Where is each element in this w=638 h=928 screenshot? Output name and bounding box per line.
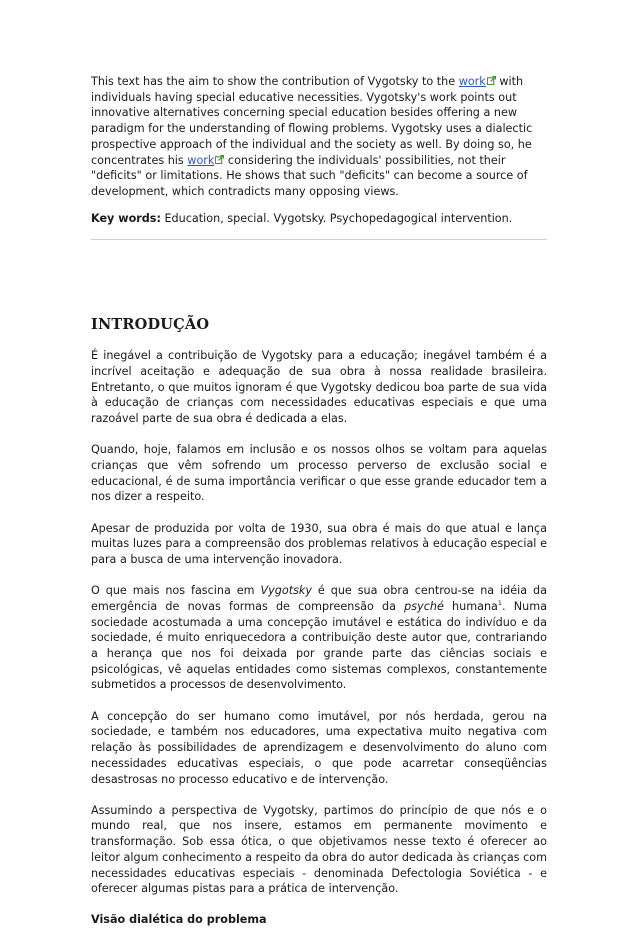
- abstract-text-1: This text has the aim to show the contribution of Vygotsky to the: [91, 75, 459, 88]
- p4-text-d: . Numa sociedade acostumada a uma concepção imutável e estática do indivíduo e da sociedade, é muito enriquecedora a contribuição deste autor que, contrariando a herança que nos foi deixada por grande parte das ciências sociais e psicológicas, vê aquelas entidades como sistemas complexos, constantemente submetidos a processos de desenvolvimento.: [91, 599, 547, 692]
- p4-emphasis-vygotsky: Vygotsky: [260, 584, 313, 598]
- p4-text-a: O que mais nos fascina em: [91, 584, 261, 598]
- keywords-text: Education, special. Vygotsky. Psychopedagogical intervention.: [160, 211, 513, 225]
- abstract-paragraph: [91, 74, 547, 200]
- intro-paragraph-3: Apesar de produzida por volta de 1930, sua obra é mais do que atual e lança muitas luzes para a compreensão dos problemas relativos à educação especial e para a busca de uma intervenção inovadora.: [91, 521, 547, 567]
- keywords-label: Key words:: [91, 211, 161, 225]
- abstract-text-3: considering the individuals' possibilities, not their "deficits" or limitations. He shows that such "deficits" can become a source of development, which contradicts many opposing views.: [91, 153, 528, 198]
- section-title: INTRODUÇÃO: [91, 316, 210, 334]
- keywords-line: [91, 211, 547, 227]
- p4-text-c: humana: [443, 599, 498, 613]
- footnote-ref[interactable]: 1: [497, 598, 503, 607]
- intro-paragraph-2: Quando, hoje, falamos em inclusão e os nossos olhos se voltam para aquelas crianças que vêm sofrendo um processo perverso de exclusão social e educacional, é de suma importância verificar o que esse grande educador tem a nos dizer a respeito.: [91, 443, 547, 504]
- intro-paragraph-1: É inegável a contribuição de Vygotsky para a educação; inegável também é a incrível aceitação e adequação de sua obra à nossa realidade brasileira. Entretanto, o que muitos ignoram é que Vygotsky dedicou boa parte de sua vida à educação de crianças com necessidades educativas especiais e que uma razoável parte de sua obra é dedicada a elas.: [91, 349, 547, 426]
- work-link-1[interactable]: work: [458, 75, 486, 88]
- p4-text-b: é que sua obra centrou-se na idéia da emergência de novas formas de compreensão da: [91, 584, 548, 613]
- intro-paragraph-5: A concepção do ser humano como imutável, por nós herdada, gerou na sociedade, e também nos educadores, uma expectativa muito negativa com relação às possibilidades de aprendizagem e desenvolvimento do aluno com necessidades educativas especiais, o que pode acarretar conseqüências desastrosas no processo educativo e de intervenção.: [91, 709, 547, 786]
- intro-paragraph-6: Assumindo a perspectiva de Vygotsky, partimos do princípio de que nós e o mundo real, que nos insere, estamos em permanente movimento e transformação. Sob essa ótica, o que objetivamos nesse texto é oferecer ao leitor algum conhecimento a respeito da obra do autor dedicada às crianças com necessidades educativas especiais - denominada Defectologia Soviética - e oferecer algumas pistas para a prática de intervenção.: [91, 803, 547, 896]
- horizontal-divider: [91, 239, 547, 240]
- abstract-text-2: with individuals having special educative necessities. Vygotsky's work points out innovative alternatives concerning special education besides offering a new paradigm for the understanding of flowing problems. Vygotsky uses a dialectic prospective approach of the individual and the society as well. By doing so, he concentrates his: [91, 75, 533, 167]
- work-link-2[interactable]: work: [187, 153, 215, 167]
- external-link-icon[interactable]: [487, 76, 496, 85]
- subheading: Visão dialética do problema: [91, 913, 267, 927]
- intro-paragraph-4: [91, 583, 547, 693]
- p4-emphasis-psyche: psyché: [404, 599, 444, 613]
